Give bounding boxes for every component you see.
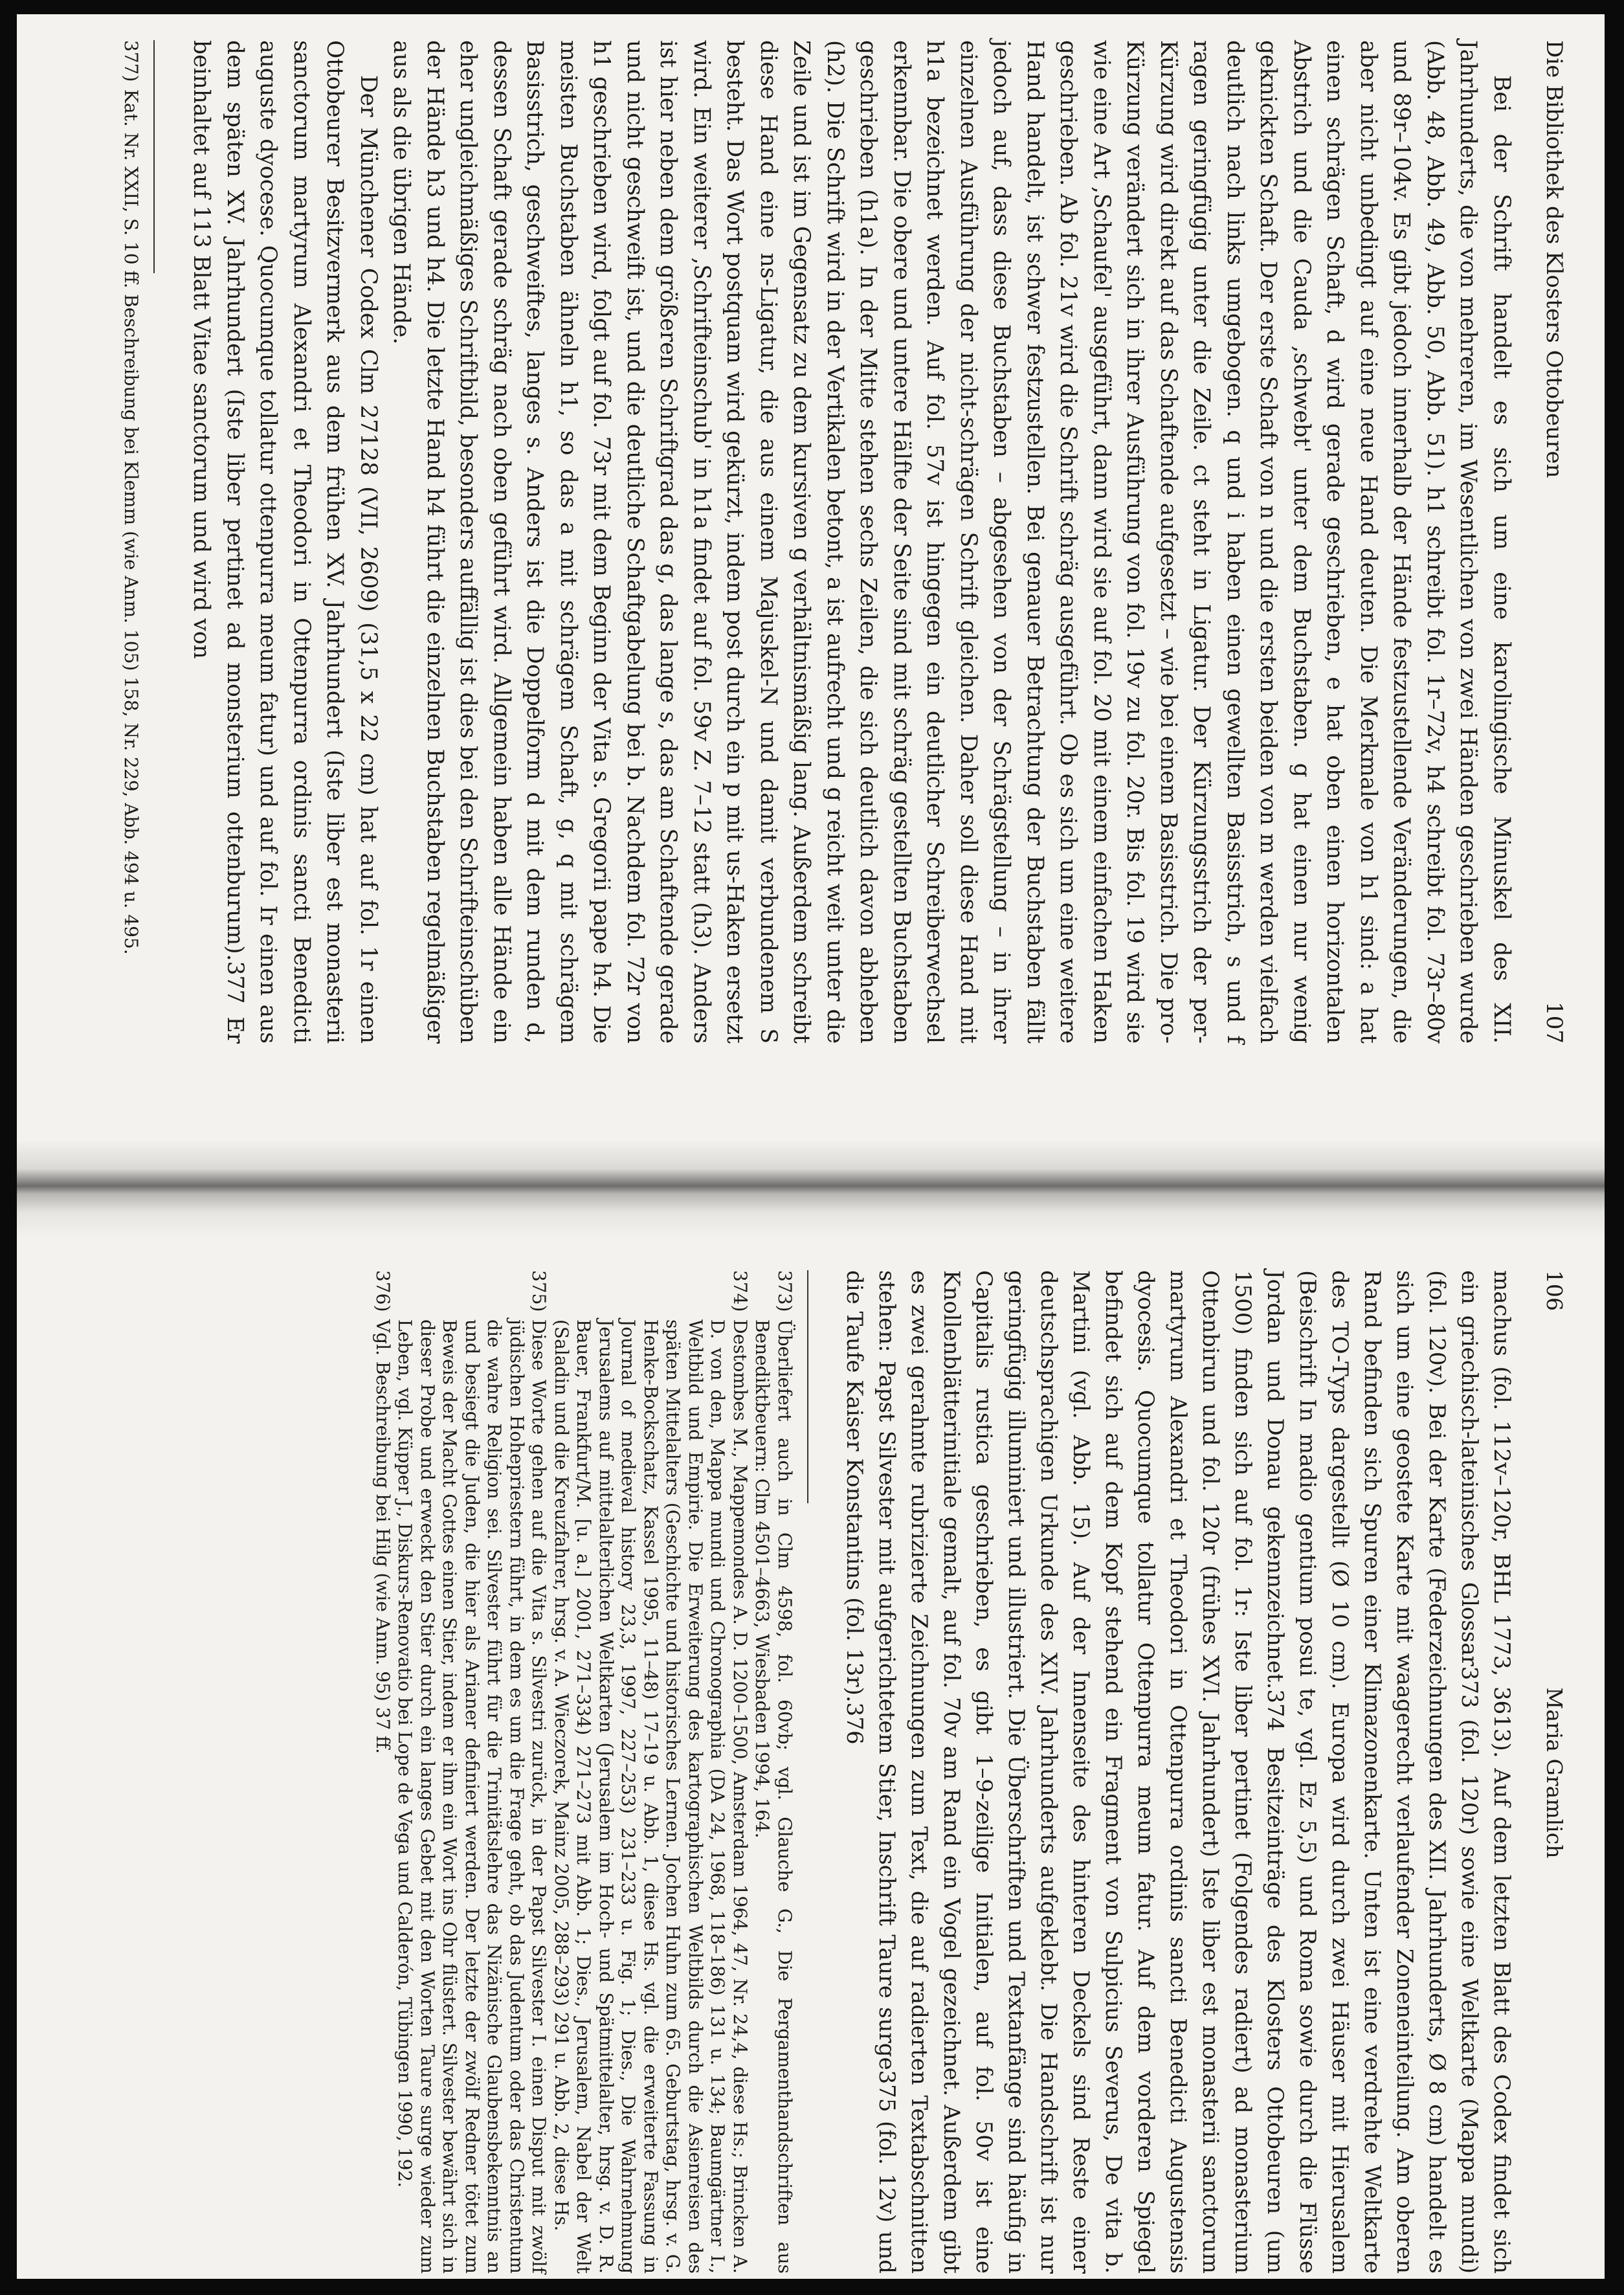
page-number: 107 (1541, 1002, 1567, 1044)
footnote (751, 1270, 795, 2274)
running-header (1541, 40, 1567, 1044)
footnote-text: Kat. Nr. XXII, S. 10 ff. Beschreibung bei Klemm (wie Anm. 105) 158, Nr. 229, Abb. 494 u. 495. (120, 89, 142, 955)
footnote-text: Überliefert auch in Clm 4598, fol. 60vb; vgl. Glauche G., Die Pergamenthandschriften aus Benediktbeuern: Clm 4501–4663, Wiesbaden 1994, 164. (751, 1319, 795, 2274)
footnote-number: 377) (120, 40, 142, 82)
running-head-author: Maria Gramlich (1542, 1687, 1567, 1859)
footnote-number: 375) (528, 1270, 550, 1312)
running-head-title: Die Bibliothek des Klosters Ottobeuren (1541, 40, 1567, 478)
footnote (120, 40, 142, 1044)
footnote (394, 1270, 550, 2274)
footnote-text: Destombes M., Mappemondes A. D. 1200–1500, Amsterdam 1964, 47, Nr. 24,4, diese Hs.; Brincken A. D. von den, Mappa mundi und Chronographia (DA 24, 1968, 118–186) 131 u. 134; Baumgärtner I., Weltbild und Empirie. Die Erweiterung des kartographischen Weltbilds durch die Asienreisen des späten Mittelalters (Geschichte und historisches Lernen. Jochen Huhn zum 65. Geburtstag, hrsg. v. G. Henke-Bockschatz, Kassel 1995, 11–48) 17–19 u. Abb. 1, diese Hs. vgl. die erweiterte Fassung in Journal of medieval history 23,3, 1997, 227–253) 231–233 u. Fig. 1; Dies., Die Wahrnehmung Jerusalems auf mittelalterlichen Weltkarten (Jerusalem im Hoch- und Spätmittelalter, hrsg. v. D. R. Bauer, Frankfurt/M. [u. a.] 2001, 271–334) 271–273 mit Abb. 1; Dies., Jerusalem, Nabel der Welt (Saladin und die Kreuzfahrer, hrsg. v. A. Wieczorek, Mainz 2005, 288–293) 291 u. Abb. 2, diese Hs. (551, 1319, 751, 2274)
paragraph: Bei der Schrift handelt es sich um eine karolingische Minuskel des XII. Jahrhunderts, die von mehreren, im Wesentlichen von zwei Händen geschrieben wurde (Abb. 48, Abb. 49, Abb. 50, Abb. 51). h1 schreibt fol. 1r–72v, h4 schreibt fol. 73r–80v und 89r–104v. Es gibt jedoch innerhalb der Hände festzustellende Veränderungen, die aber nicht unbedingt auf eine neue Hand deuten. Die Merkmale von h1 sind: a hat einen schrägen Schaft, d wird gerade geschrieben, e hat oben einen horizontalen Abstrich und die Cauda ‚schwebt' unter dem Buchstaben. g hat einen nur wenig geknickten Schaft. Der erste Schaft von n und die ersten beiden von m werden vielfach deutlich nach links umgebogen. q und i haben einen gewellten Basisstrich, s und f ragen geringfügig unter die Zeile. ct steht in Ligatur. Der Kürzungsstrich der per-Kürzung wird direkt auf das Schaftende aufgesetzt – wie bei einem Basisstrich. Die pro-Kürzung verändert sich in ihrer Ausführung von fol. 19v zu fol. 20r. Bis fol. 19 wird sie wie eine Art ‚Schaufel' ausgeführt, dann wird sie auf fol. 20 mit einem einfachen Haken geschrieben. Ab fol. 21v wird die Schrift schräg ausgeführt. Ob es sich um eine weitere Hand handelt, ist schwer festzustellen. Bei genauer Betrachtung der Buchstaben fällt jedoch auf, dass diese Buchstaben – abgesehen von der Schrägstellung – in ihrer einzelnen Ausführung der nicht-schrägen Schrift gleichen. Daher soll diese Hand mit h1a bezeichnet werden. Auf fol. 57v ist hingegen ein deutlicher Schreiberwechsel erkennbar. Die obere und untere Hälfte der Seite sind mit schräg gestellten Buchstaben geschrieben (h1a). In der Mitte stehen sechs Zeilen, die sich deutlich davon abheben (h2). Die Schrift wird in der Vertikalen betont, a ist aufrecht und g reicht weit unter die Zeile und ist im Gegensatz zu dem kursiven g verhältnismäßig lang. Außerdem schreibt diese Hand eine ns-Ligatur, die aus einem Majuskel-N und damit verbundenem S besteht. Das Wort postquam wird gekürzt, indem post durch ein p mit us-Haken ersetzt wird. Ein weiterer ‚Schrifteinschub' in h1a findet auf fol. 59v Z. 7–12 statt (h3). Anders ist hier neben dem größeren Schriftgrad das g, das lange s, das am Schaftende gerade und nicht geschweift ist, und die deutliche Schaftgabelung bei b. Nachdem fol. 72r von h1 geschrieben wird, folgt auf fol. 73r mit dem Beginn der Vita s. Gregorii pape h4. Die meisten Buchstaben ähneln h1, so das a mit schrägem Schaft, g, q mit schrägem Basisstrich, geschweiftes, langes s. Anders ist die Doppelform d mit dem runden d, dessen Schaft gerade schräg nach oben geführt wird. Allgemein haben alle Hände ein eher ungleichmäßiges Schriftbild, besonders auffällig ist dies bei den Schrifteinschüben der Hände h3 und h4. Die letzte Hand h4 führt die einzelnen Buchstaben regelmäßiger aus als die übrigen Hände. (388, 40, 1515, 1044)
footnote (372, 1270, 394, 2274)
footnote-text: Vgl. Beschreibung bei Hilg (wie Anm. 95) 37 ff. (372, 1319, 394, 1754)
footnote-text: Diese Worte gehen auf die Vita s. Silvestri zurück, in der Papst Silvester I. einen Disput mit zwölf jüdischen Hohepriestern führt, in dem es um die Frage geht, ob das Judentum oder das Christentum die wahre Religion sei. Silvester führt für die Trinitätslehre das Nizänische Glaubensbekenntnis an und besiegt die Juden, die hier als Arianer definiert werden. Der letzte der zwölf Redner tötet zum Beweis der Macht Gottes einen Stier, indem er ihm ein Wort ins Ohr flüstert. Silvester bewährt sich in dieser Probe und erweckt den Stier durch ein langes Gebet mit den Worten Taure surge wieder zum Leben, vgl. Küpper J., Diskurs-Renovatio bei Lope de Vega und Calderón, Tübingen 1990, 192. (394, 1319, 550, 2274)
body-text (184, 40, 1518, 1044)
footnote-number: 373) (774, 1270, 795, 1312)
page-107 (65, 40, 1567, 1044)
scanned-sheet (17, 14, 1605, 2279)
footnote-rule (807, 1270, 808, 1503)
book-gutter-shadow (17, 1139, 1605, 1237)
page-106 (65, 1270, 1567, 2274)
footnote-rule (153, 40, 155, 273)
running-header (1541, 1270, 1567, 2274)
footnote-number: 376) (372, 1270, 394, 1312)
footnote (550, 1270, 751, 2274)
page-number: 106 (1542, 1270, 1567, 1311)
body-text (838, 1270, 1518, 2274)
footnote-number: 374) (729, 1270, 751, 1312)
paragraph: machus (fol. 112v–120r, BHL 1773, 3613). Auf dem letzten Blatt des Codex findet sich ein griechisch-lateinisches Glossar373 (fol. 120r) sowie eine Weltkarte (Mappa mundi) (fol. 120v). Bei der Karte (Federzeichnungen des XII. Jahrhunderts, Ø 8 cm) handelt es sich um eine geostete Karte mit waagerecht verlaufender Zoneneinteilung. Am oberen Rand befinden sich Spuren einer Klimazonenkarte. Unten ist eine verdrehte Weltkarte des TO-Typs dargestellt (Ø 10 cm). Europa wird durch zwei Häuser mit Hierusalem (Beischrift In madio gentium posui te, vgl. Ez 5,5) und Roma sowie durch die Flüsse Jordan und Donau gekennzeichnet.374 Besitzeinträge des Klosters Ottobeuren (um 1500) finden sich auf fol. 1r: Iste liber pertinet (Folgendes radiert) ad monasterium Ottenbirun und fol. 120r (frühes XVI. Jahrhundert) Iste liber est monasterii sanctorum martyrum Alexandri et Theodori in Ottenpurra ordinis sancti Benedicti Augustensis dyocesis. Quocumque tollatur Ottenpurra meum fatur. Auf dem vorderen Spiegel befindet sich auf dem Kopf stehend ein Fragment von Sulpicius Severus, De vita b. Martini (vgl. Abb. 15). Auf der Innenseite des hinteren Deckels sind Reste einer deutschsprachigen Urkunde des XIV. Jahrhunderts aufgeklebt. Die Handschrift ist nur geringfügig illuminiert und illustriert. Die Überschriften und Textanfänge sind häufig in Capitalis rustica geschrieben, es gibt 1–9-zeilige Initialen, auf fol. 50v ist eine Knollenblätterinitiale gemalt, auf fol. 70v am Rand ein Vogel gezeichnet. Außerdem gibt es zwei gerahmte rubrizierte Zeichnungen zum Text, die auf radierten Textabschnitten stehen: Papst Silvester mit aufgerichtetem Stier, Inschrift Taure surge375 (fol. 12v) und die Taufe Kaiser Konstantins (fol. 13r).376 (841, 1270, 1515, 2274)
paragraph: Der Münchener Codex Clm 27128 (VII, 2609) (31,5 x 22 cm) hat auf fol. 1r einen Ottobeurer Besitzvermerk aus dem frühen XV. Jahrhundert (Iste liber est monasterii sanctorum martyrum Alexandri et Theodori in Ottenpurra ordinis sancti Benedicti auguste dyocese. Quocumque tollatur ottenpurra meum fatur) und auf fol. Ir einen aus dem späten XV. Jahrhundert (Iste liber pertinet ad monsterium ottenburum).377 Er beinhaltet auf 113 Blatt Vitae sanctorum und wird von (188, 40, 381, 1044)
